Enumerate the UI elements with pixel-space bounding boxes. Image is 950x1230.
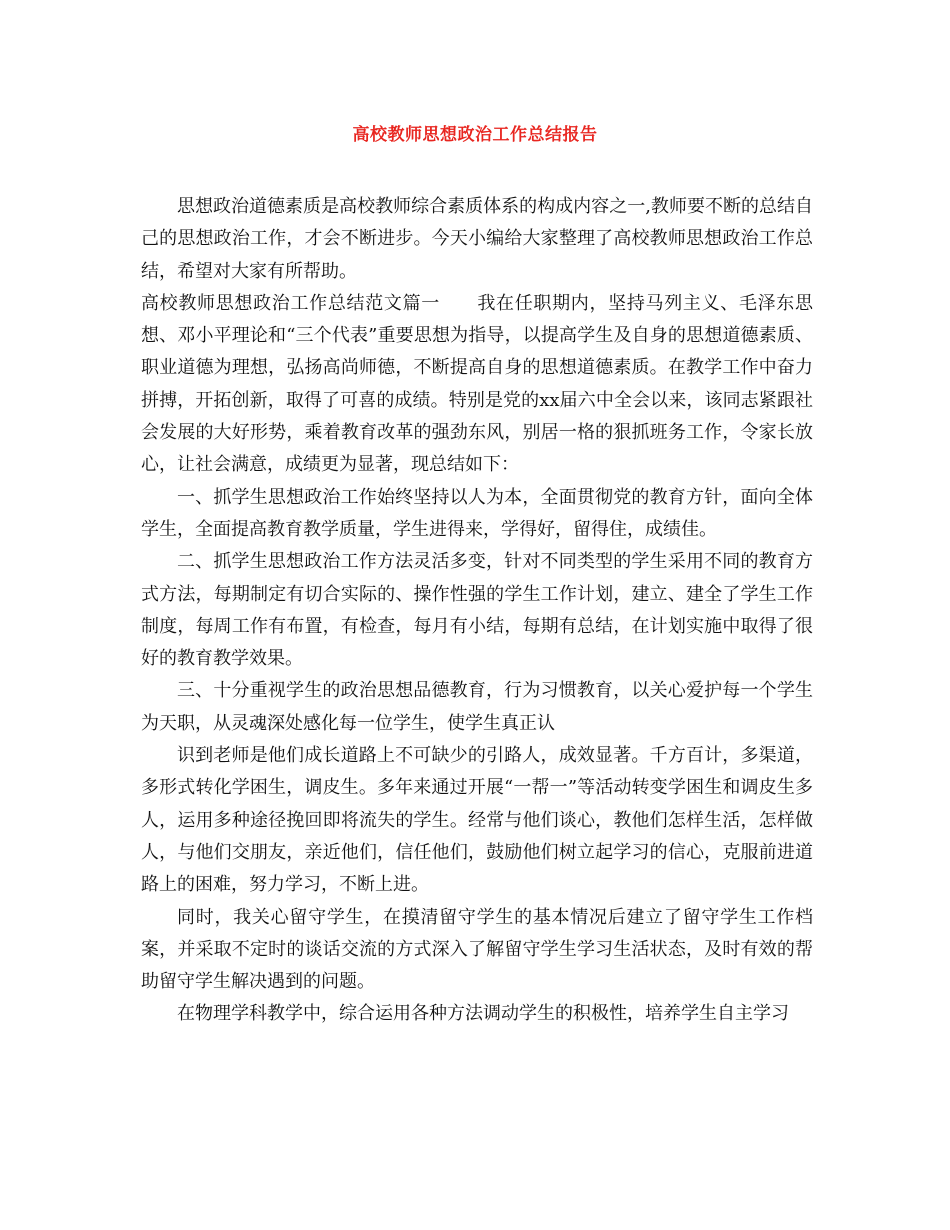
document-title: 高校教师思想政治工作总结报告 <box>352 125 598 145</box>
paragraph-left-behind-students: 同时，我关心留守学生，在摸清留守学生的基本情况后建立了留守学生工作档案，并采取不定时的谈话交流的方式深入了解留守学生学习生活状态，及时有效的帮助留守学生解决遇到的问题。 <box>141 906 813 993</box>
paragraph-intro: 思想政治道德素质是高校教师综合素质体系的构成内容之一,教师要不断的总结自己的思想政治工作，才会不断进步。今天小编给大家整理了高校教师思想政治工作总结，希望对大家有所帮助。 <box>141 196 813 282</box>
paragraph-point-two: 二、抓学生思想政治工作方法灵活多变，针对不同类型的学生采用不同的教育方式方法，每期制定有切合实际的、操作性强的学生工作计划，建立、建全了学生工作制度，每周工作有布置，有检查，每月有小结，每期有总结，在计划实施中取得了很好的教育教学效果。 <box>141 551 813 670</box>
paragraph-point-three: 三、十分重视学生的政治思想品德教育，行为习惯教育，以关心爱护每一个学生为天职，从灵魂深处感化每一位学生，使学生真正认 <box>141 680 813 734</box>
document-body <box>141 191 813 1031</box>
paragraph-sample-one: 高校教师思想政治工作总结范文篇一 我在任职期内，坚持马列主义、毛泽东思想、邓小平理论和“三个代表”重要思想为指导，以提高学生及自身的思想道德素质、职业道德为理想，弘扬高尚师德，不断提高自身的思想道德素质。在教学工作中奋力拼搏，开拓创新，取得了可喜的成绩。特别是党的xx届六中全会以来，该同志紧跟社会发展的大好形势，乘着教育改革的强劲东风，别居一格的狠抓班务工作，令家长放心，让社会满意，成绩更为显著，现总结如下： <box>141 292 813 476</box>
paragraph-physics-teaching: 在物理学科教学中，综合运用各种方法调动学生的积极性，培养学生自主学习 <box>177 1003 789 1025</box>
paragraph-point-three-continued: 识到老师是他们成长道路上不可缺少的引路人，成效显著。千方百计，多渠道，多形式转化学困生，调皮生。多年来通过开展“一帮一”等活动转变学困生和调皮生多人，运用多种途径挽回即将流失的学生。经常与他们谈心，教他们怎样生活，怎样做人，与他们交朋友，亲近他们，信任他们，鼓励他们树立起学习的信心，克服前进道路上的困难，努力学习，不断上进。 <box>141 745 813 896</box>
paragraph-point-one: 一、抓学生思想政治工作始终坚持以人为本，全面贯彻党的教育方针，面向全体学生，全面提高教育教学质量，学生进得来，学得好，留得住，成绩佳。 <box>141 486 813 540</box>
